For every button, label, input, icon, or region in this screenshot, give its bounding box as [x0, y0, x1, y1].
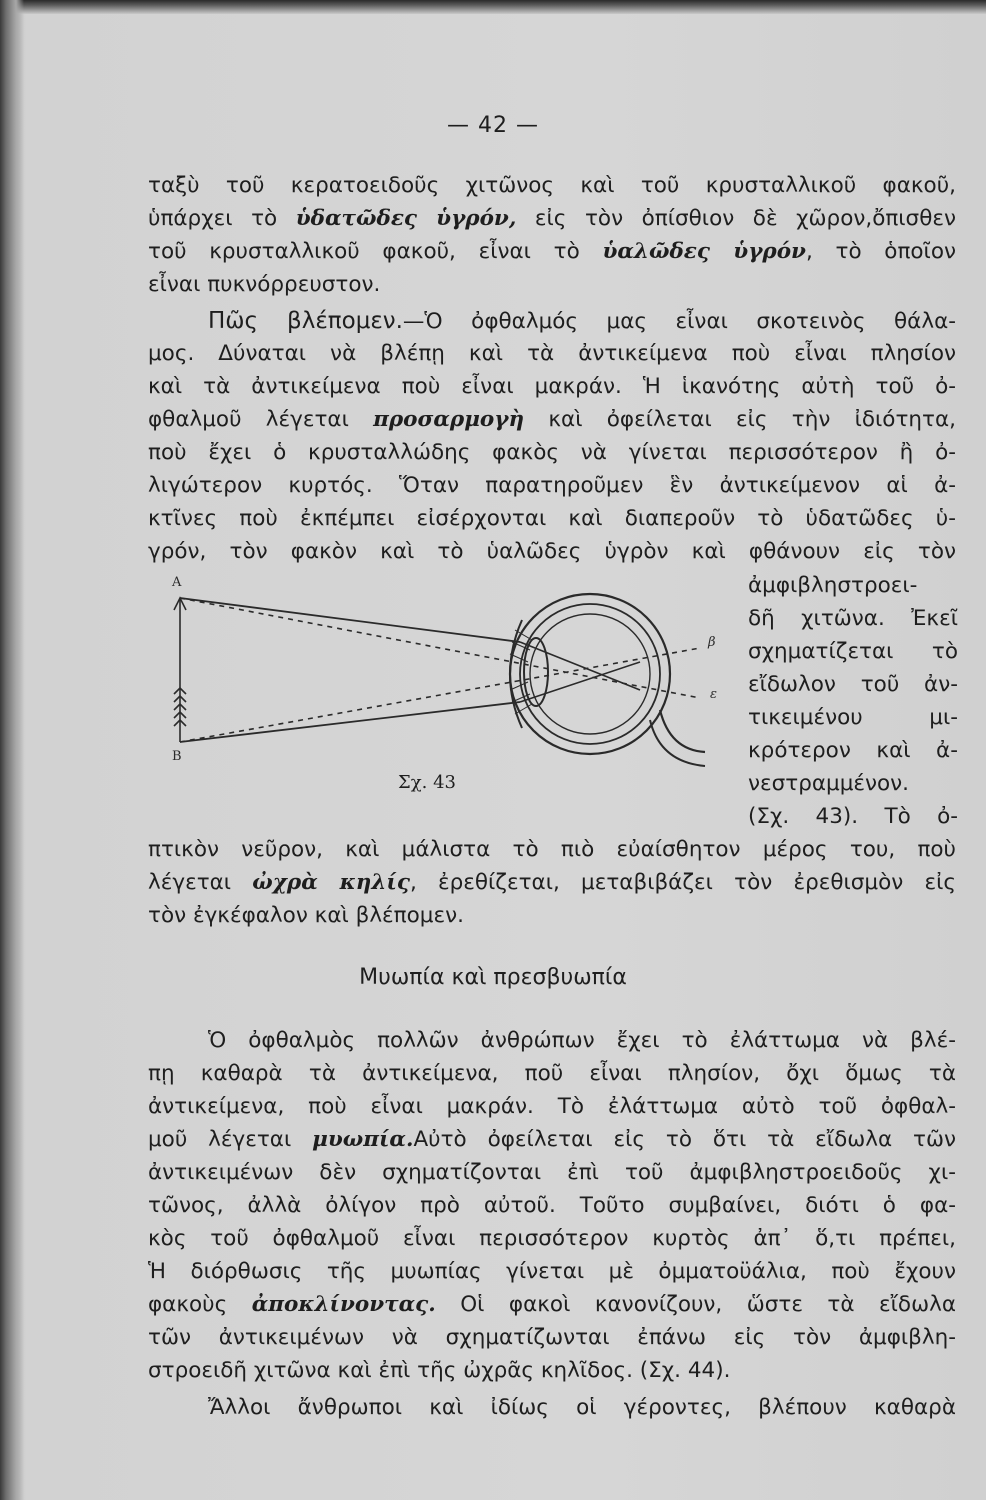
text-line: τὸν ἐγκέφαλον καὶ βλέπομεν.	[148, 903, 464, 928]
text-line: ἀντικειμένων δὲν σχηματίζονται ἐπὶ τοῦ ἀμφιβληστροειδοῦς χι-	[148, 1160, 956, 1185]
text-span: Οἱ φακοὶ κανονίζουν, ὥστε τὰ εἴδωλα	[435, 1292, 956, 1317]
text-line: Ἄλλοι ἄνθρωποι καὶ ἰδίως οἱ γέροντες, βλέπουν καθαρὰ	[208, 1395, 956, 1420]
text-line: πῃ καθαρὰ τὰ ἀντικείμενα, ποῦ εἶναι πλησίον, ὄχι ὅμως τὰ	[148, 1061, 956, 1086]
text-span: Αὐτὸ ὀφείλεται εἰς τὸ ὅτι τὰ εἴδωλα τῶν	[413, 1127, 956, 1152]
text-line	[208, 305, 956, 337]
text-span: εἶναι πυκνόρρευστον.	[148, 272, 381, 297]
label-a: Α	[172, 575, 182, 590]
text-line: ἀντικείμενα, ποὺ εἶναι μακράν. Τὸ ἐλάττωμα αὐτὸ τοῦ ὀφθαλ-	[148, 1094, 956, 1119]
text-line	[148, 867, 956, 899]
text-line: στροειδῆ χιτῶνα καὶ ἐπὶ τῆς ὠχρᾶς κηλῖδος. (Σχ. 44).	[148, 1358, 731, 1383]
ray-line	[180, 702, 520, 742]
text-span: ταξὺ τοῦ κερατοειδοῦς χιτῶνος καὶ τοῦ κρυσταλλικοῦ φακοῦ,	[148, 173, 956, 198]
text-line: γρόν, τὸν φακὸν καὶ τὸ ὑαλῶδες ὑγρὸν καὶ φθάνουν εἰς τὸν	[148, 539, 956, 564]
text-span: φθαλμοῦ λέγεται	[148, 407, 374, 432]
page-top-shadow	[0, 0, 986, 14]
optic-nerve	[660, 710, 705, 752]
text-line	[148, 236, 956, 268]
text-line: κτῖνες ποὺ ἐκπέμπει εἰσέρχονται καὶ διαπεροῦν τὸ ὑδατῶδες ὑ-	[148, 506, 956, 531]
text-line: καὶ τὰ ἀντικείμενα ποὺ εἶναι μακράν. Ἡ ἱκανότης αὐτὴ τοῦ ὀ-	[148, 374, 956, 399]
figure-caption: Σχ. 43	[398, 772, 456, 793]
emphasis-term: προσαρμογὴ	[373, 407, 525, 432]
side-text-line: δῆ χιτῶνα. Ἐκεῖ	[748, 606, 958, 631]
side-text-line: κρότερον καὶ ἀ-	[748, 738, 958, 763]
text-span: ὑπάρχει τὸ	[148, 206, 296, 231]
text-line: ποὺ ἔχει ὁ κρυσταλλώδης φακὸς νὰ γίνεται περισσότερον ἢ ὀ-	[148, 440, 956, 465]
subsection-heading: Πῶς βλέπομεν.	[208, 308, 403, 334]
text-line: τῶν ἀντικειμένων νὰ σχηματίζωνται ἐπάνω εἰς τὸν ἀμφιβλη-	[148, 1325, 956, 1350]
label-beta: β	[708, 635, 716, 650]
emphasis-term: ὑδατῶδες ὑγρόν,	[295, 206, 517, 231]
eye-outer	[510, 594, 670, 754]
text-span: , τὸ ὁποῖον	[805, 239, 956, 264]
ray-dashed	[180, 648, 700, 742]
text-line: κὸς τοῦ ὀφθαλμοῦ εἶναι περισσότερον κυρτὸς ἀπ᾿ ὅ,τι πρέπει,	[148, 1226, 956, 1251]
side-text-line: ἀμφιβληστροει-	[748, 573, 918, 598]
text-line	[148, 203, 956, 235]
text-line	[148, 269, 956, 301]
side-text-line: τικειμένου μι-	[748, 705, 958, 730]
text-span: εἰς τὸν ὀπίσθιον δὲ χῶρον,ὄπισθεν	[516, 206, 956, 231]
side-text-line: νεστραμμένον.	[748, 771, 910, 796]
ray-line	[180, 598, 520, 642]
label-epsilon: ε	[710, 687, 717, 702]
text-span: λέγεται	[148, 870, 253, 895]
side-text-line: εἴδωλον τοῦ ἀν-	[748, 672, 958, 697]
emphasis-term: μυωπία.	[312, 1127, 414, 1152]
label-b: Β	[172, 749, 182, 764]
text-span: —Ὁ ὀφθαλμός μας εἶναι σκοτεινὸς θάλα-	[402, 309, 956, 334]
emphasis-term: ὠχρὰ κηλίς	[252, 870, 410, 895]
text-line	[148, 404, 956, 436]
text-line	[148, 1124, 956, 1156]
text-line: Ἡ διόρθωσις τῆς μυωπίας γίνεται μὲ ὀμματοϋάλια, ποὺ ἔχουν	[148, 1259, 956, 1284]
text-line: τῶνος, ἀλλὰ ὀλίγον πρὸ αὐτοῦ. Τοῦτο συμβαίνει, διότι ὁ φα-	[148, 1193, 956, 1218]
text-span: καὶ ὀφείλεται εἰς τὴν ἰδιότητα,	[524, 407, 956, 432]
text-line: μος. Δύναται νὰ βλέπῃ καὶ τὰ ἀντικείμενα ποὺ εἶναι πλησίον	[148, 341, 956, 366]
text-line	[148, 170, 956, 202]
emphasis-term: ἀποκλίνοντας.	[251, 1292, 436, 1317]
side-text-line: (Σχ. 43). Τὸ ὀ-	[748, 804, 958, 829]
section-title: Μυωπία καὶ πρεσβυωπία	[359, 965, 627, 990]
text-line: πτικὸν νεῦρον, καὶ μάλιστα τὸ πιὸ εὐαίσθητον μέρος του, ποὺ	[148, 837, 956, 862]
text-line: Ὁ ὀφθαλμὸς πολλῶν ἀνθρώπων ἔχει τὸ ἐλάττωμα νὰ βλέ-	[208, 1028, 956, 1053]
text-line: λιγώτερον κυρτός. Ὅταν παρατηροῦμεν ἓν ἀντικείμενον αἱ ἀ-	[148, 473, 956, 498]
text-span: φακοὺς	[148, 1292, 252, 1317]
side-text-line: σχηματίζεται τὸ	[748, 639, 958, 664]
text-span: τοῦ κρυσταλλικοῦ φακοῦ, εἶναι τὸ	[148, 239, 603, 264]
text-line	[148, 1289, 956, 1321]
page-number: — 42 —	[447, 113, 539, 138]
text-span: μοῦ λέγεται	[148, 1127, 313, 1152]
page-binding-edge	[0, 0, 24, 1500]
eye-inner	[520, 604, 660, 744]
emphasis-term: ὑαλῶδες ὑγρόν	[602, 239, 806, 264]
text-span: , ἐρεθίζεται, μεταβιβάζει τὸν ἐρεθισμὸν εἰς	[409, 870, 956, 895]
